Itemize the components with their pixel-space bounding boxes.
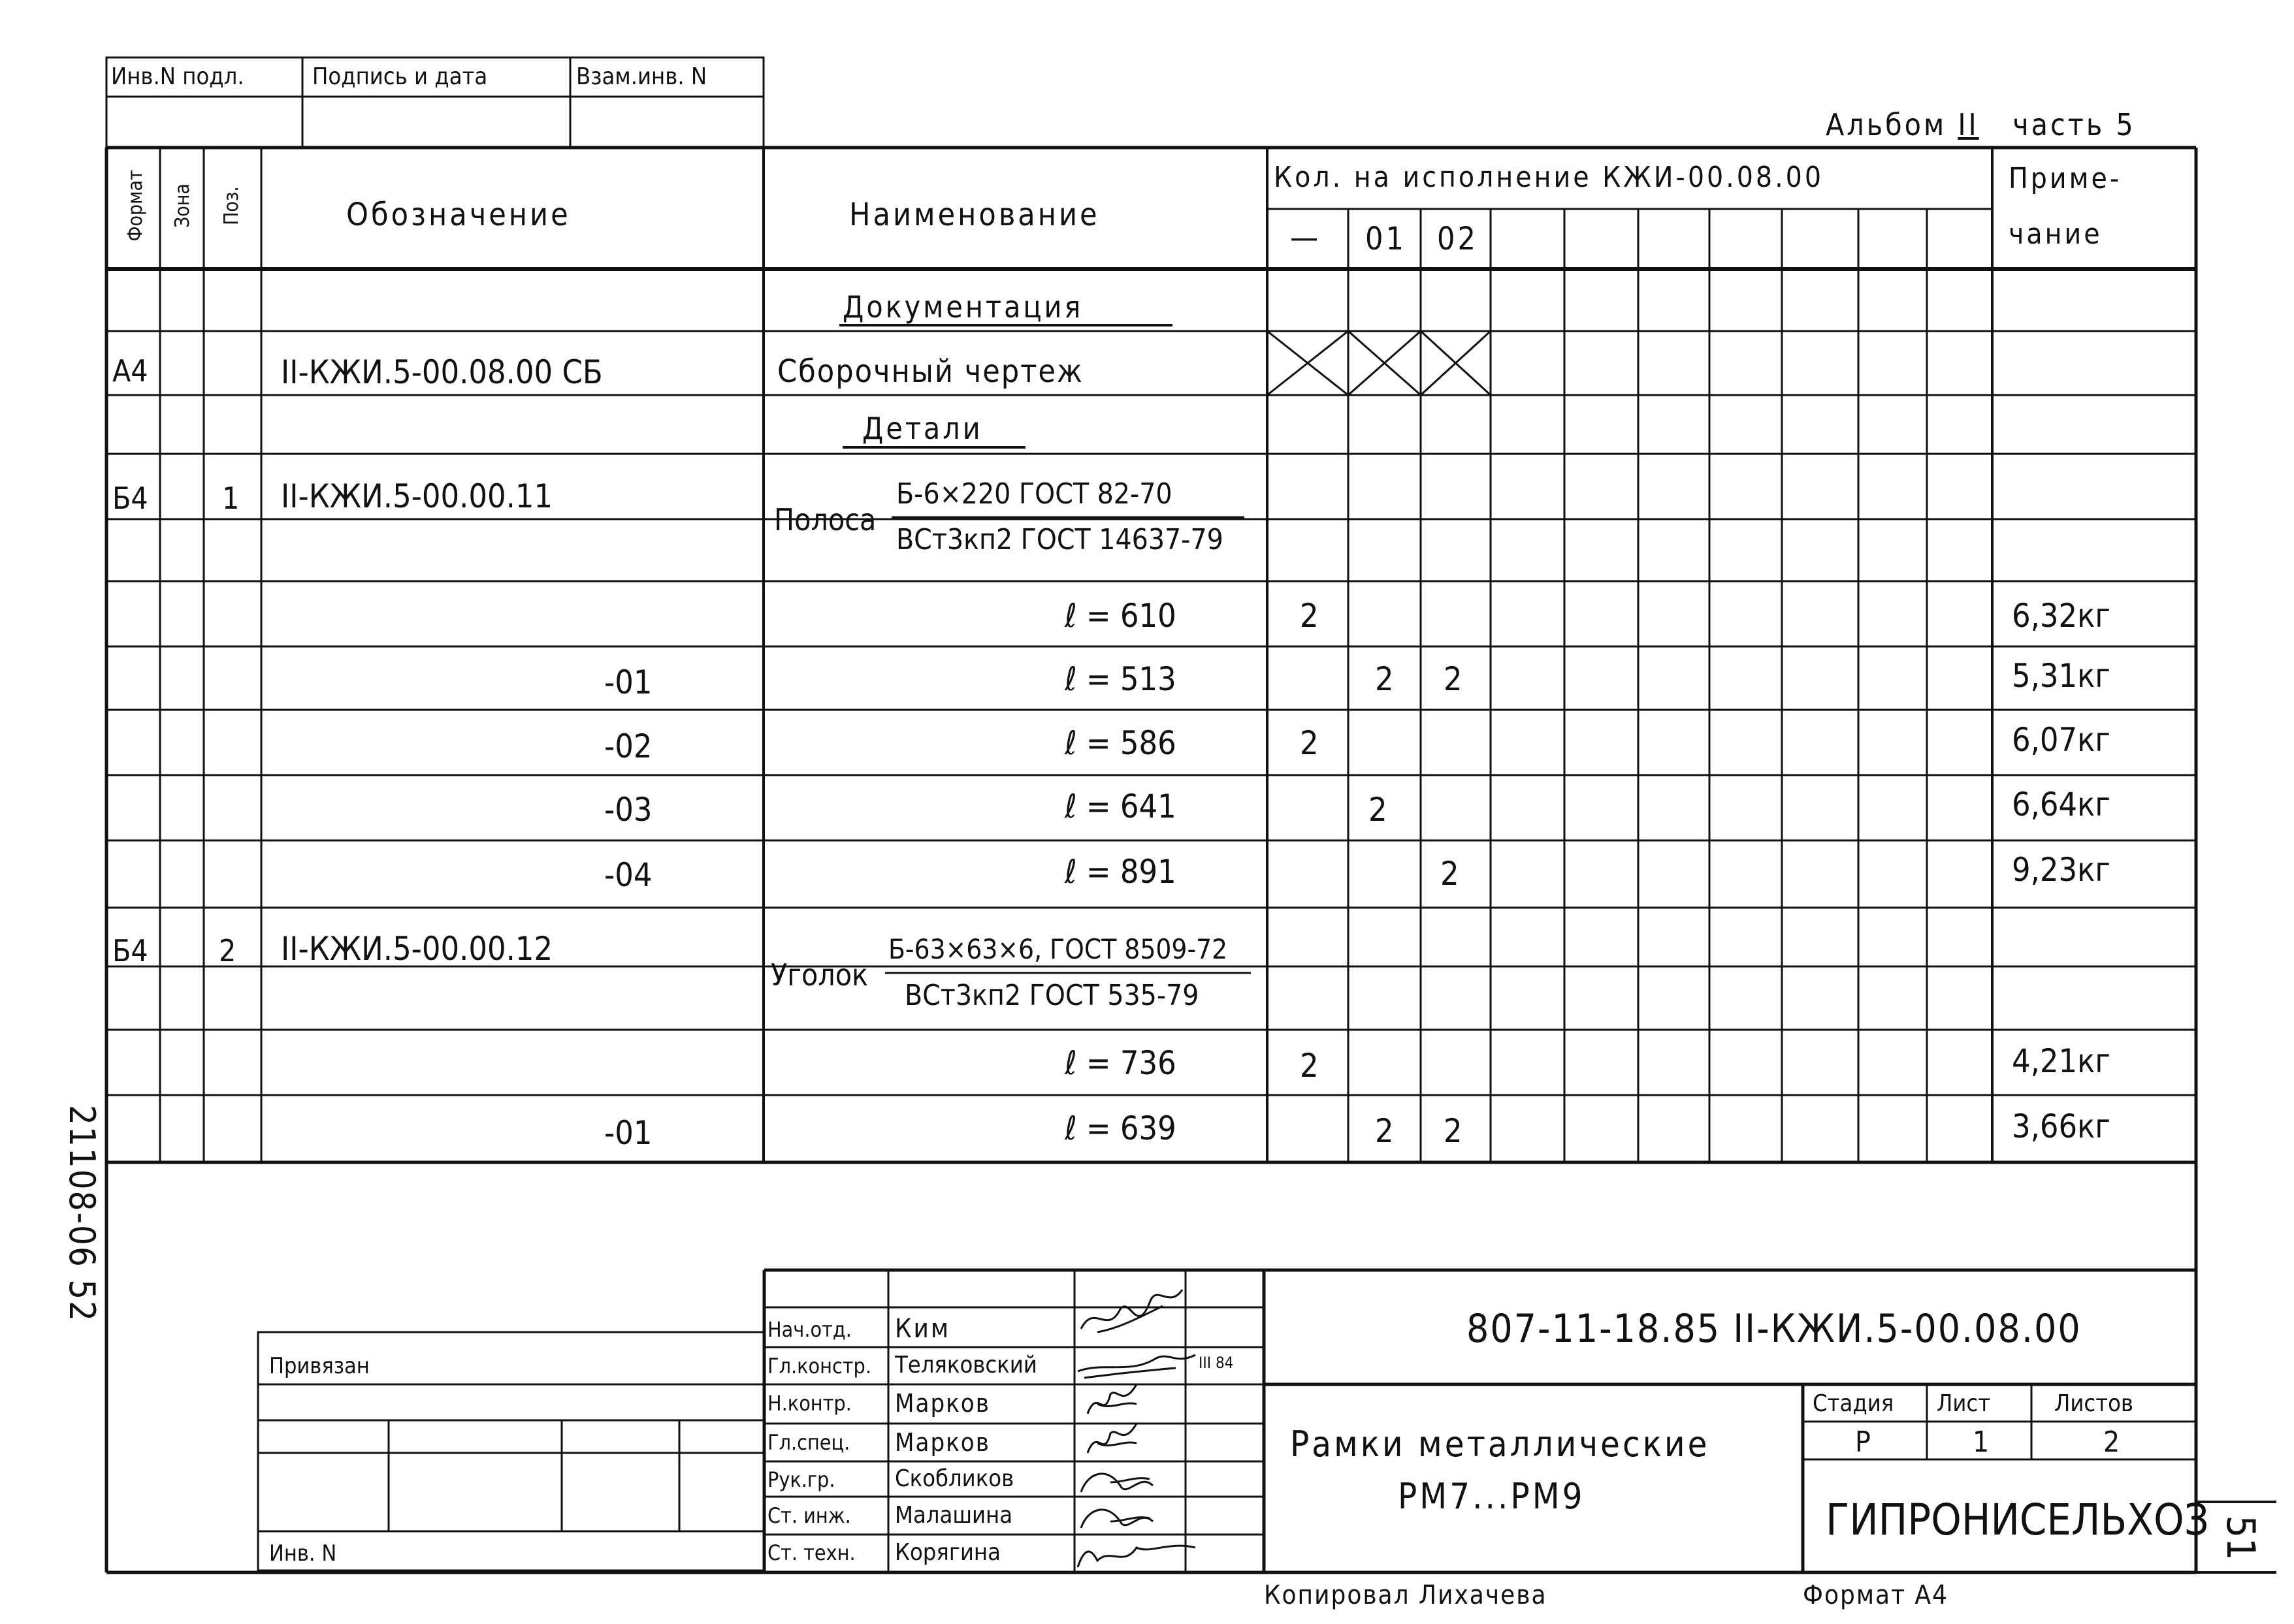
row2-frac-top: Б-6×220 ГОСТ 82-70 xyxy=(896,477,1172,511)
row9-length: ℓ = 736 xyxy=(1065,1044,1176,1082)
row6-note: 6,64кг xyxy=(2012,786,2110,823)
row2-pos: 1 xyxy=(222,481,240,516)
signer-role-6: Ст. инж. xyxy=(767,1503,851,1528)
row5-note: 6,07кг xyxy=(2012,721,2110,759)
row4-q01: 2 xyxy=(1375,660,1394,698)
row10-q01: 2 xyxy=(1375,1112,1394,1150)
header-col-dash: — xyxy=(1290,219,1321,256)
header-poz: Поз. xyxy=(220,186,243,225)
signer-role-3: Н.контр. xyxy=(767,1391,852,1416)
row9-note: 4,21кг xyxy=(2012,1042,2110,1080)
inv-n-label: Инв. N xyxy=(269,1540,337,1567)
header-kol-title: Кол. на исполнение КЖИ-00.08.00 xyxy=(1274,161,1824,194)
stamp-vzam: Взам.инв. N xyxy=(576,63,707,90)
copied-by: Копировал Лихачева xyxy=(1264,1580,1547,1610)
row6-q01: 2 xyxy=(1368,791,1387,829)
signer-role-1: Нач.отд. xyxy=(767,1317,852,1342)
row3-length: ℓ = 610 xyxy=(1065,597,1176,635)
row3-note: 6,32кг xyxy=(2012,597,2110,635)
stamp-inv-podl: Инв.N подл. xyxy=(111,63,244,90)
title-line-1: Рамки металлические xyxy=(1290,1424,1710,1465)
row8-frac-bottom: ВСт3кп2 ГОСТ 535-79 xyxy=(905,979,1199,1012)
list-value: 1 xyxy=(1973,1425,1990,1459)
title-line-2: РМ7...РМ9 xyxy=(1398,1476,1585,1517)
signer-name-1: Ким xyxy=(895,1314,951,1344)
doc-code: 807-11-18.85 II-КЖИ.5-00.08.00 xyxy=(1466,1306,2082,1352)
signer-name-7: Корягина xyxy=(895,1539,1001,1566)
page-number: 51 xyxy=(2218,1515,2263,1561)
listov-label: Листов xyxy=(2054,1390,2133,1417)
header-oboznachenie: Обозначение xyxy=(346,197,571,233)
header-format: Формат xyxy=(124,170,147,242)
header-col-01: 01 xyxy=(1365,221,1406,257)
signer-role-7: Ст. техн. xyxy=(767,1540,856,1565)
row1-name: Сборочный чертеж xyxy=(777,353,1084,390)
row7-note: 9,23кг xyxy=(2012,851,2110,889)
header-prim-1: Приме- xyxy=(2009,162,2122,195)
row6-length: ℓ = 641 xyxy=(1065,788,1176,825)
privyazan-label: Привязан xyxy=(269,1353,370,1379)
row4-note: 5,31кг xyxy=(2012,657,2110,695)
row7-length: ℓ = 891 xyxy=(1065,853,1176,891)
row2-frac-bottom: ВСт3кп2 ГОСТ 14637-79 xyxy=(896,523,1223,556)
header-col-02: 02 xyxy=(1437,221,1478,257)
row5-length: ℓ = 586 xyxy=(1065,724,1176,762)
signer-name-2: Теляковский xyxy=(895,1352,1037,1378)
signer-role-4: Гл.спец. xyxy=(767,1430,850,1455)
section-documentation: Документация xyxy=(843,289,1084,325)
signature-scribbles xyxy=(1078,1290,1195,1567)
row10-designation: -01 xyxy=(604,1114,653,1152)
stamp-podpis: Подпись и дата xyxy=(312,63,488,90)
row1-format: А4 xyxy=(112,353,148,389)
row4-length: ℓ = 513 xyxy=(1065,660,1176,698)
row2-format: Б4 xyxy=(112,481,148,516)
stadiya-value: Р xyxy=(1855,1425,1871,1459)
list-label: Лист xyxy=(1937,1390,1991,1417)
row10-length: ℓ = 639 xyxy=(1065,1109,1176,1147)
row8-designation: II-КЖИ.5-00.00.12 xyxy=(281,930,553,968)
row6-designation: -03 xyxy=(604,791,653,829)
header-naimenovanie: Наименование xyxy=(849,197,1100,233)
row8-name-main: Уголок xyxy=(771,957,869,993)
side-archive-number: 21108-06 52 xyxy=(61,1105,103,1323)
row7-q02: 2 xyxy=(1440,855,1459,893)
org-name: ГИПРОНИСЕЛЬХОЗ xyxy=(1826,1495,2209,1545)
signer-role-2: Гл.констр. xyxy=(767,1354,871,1378)
row4-q02: 2 xyxy=(1444,660,1462,698)
header-zona: Зона xyxy=(171,183,194,228)
row2-name-main: Полоса xyxy=(774,502,877,537)
stadiya-label: Стадия xyxy=(1813,1390,1894,1417)
row10-note: 3,66кг xyxy=(2012,1107,2110,1145)
signer-role-5: Рук.гр. xyxy=(767,1467,835,1492)
row2-designation: II-КЖИ.5-00.00.11 xyxy=(281,477,553,515)
header-prim-2: чание xyxy=(2009,217,2103,251)
row3-q-dash: 2 xyxy=(1300,597,1319,635)
signer-name-5: Скобликов xyxy=(895,1465,1014,1492)
row4-designation: -01 xyxy=(604,663,653,701)
signer-name-4: Марков xyxy=(895,1428,990,1457)
format-label: Формат А4 xyxy=(1803,1580,1948,1610)
signer-name-6: Малашина xyxy=(895,1502,1013,1529)
row8-format: Б4 xyxy=(112,933,148,968)
row1-designation: II-КЖИ.5-00.08.00 СБ xyxy=(281,353,603,391)
row9-q-dash: 2 xyxy=(1300,1047,1319,1085)
album-label: Альбом II часть 5 xyxy=(1826,107,2136,142)
row10-q02: 2 xyxy=(1444,1112,1462,1150)
listov-value: 2 xyxy=(2103,1425,2120,1459)
row7-designation: -04 xyxy=(604,856,653,894)
section-details: Детали xyxy=(862,411,983,446)
row5-q-dash: 2 xyxy=(1300,724,1319,762)
signer-name-3: Марков xyxy=(895,1389,990,1418)
row5-designation: -02 xyxy=(604,727,653,765)
row8-frac-top: Б-63×63×6, ГОСТ 8509-72 xyxy=(888,933,1228,965)
date-mark: III 84 xyxy=(1199,1354,1234,1372)
row8-pos: 2 xyxy=(219,933,236,968)
